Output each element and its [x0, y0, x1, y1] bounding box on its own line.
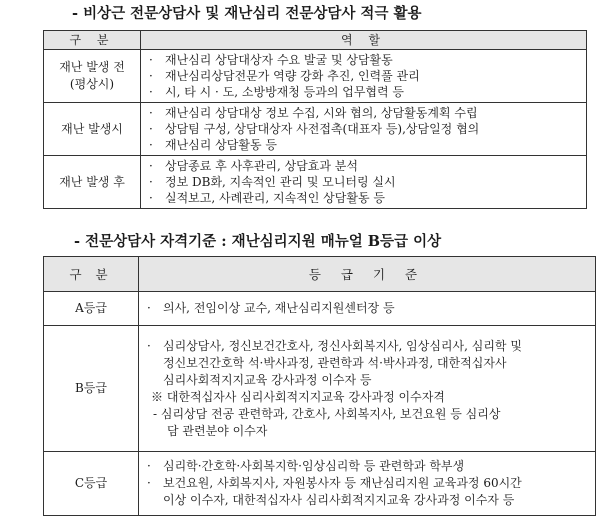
- list-item: · 재난심리상담전문가 역량 강화 추진, 인력풀 관리: [149, 69, 420, 83]
- table-row: [44, 103, 587, 156]
- category-label: 재난 발생시: [61, 121, 123, 136]
- header-criteria: 등 급 기 준: [139, 257, 596, 292]
- role-cell: [141, 103, 587, 156]
- category-cell: [44, 50, 141, 103]
- list-item-continued: 심리사회적지지교육 강사과정 이수자 등: [163, 372, 372, 387]
- grade-table: [43, 256, 596, 516]
- category-label: 재난 발생 후: [59, 174, 125, 189]
- list-item: · 정보 DB화, 지속적인 관리 및 모니터링 실시: [149, 175, 396, 189]
- table-row: [44, 292, 596, 326]
- grade-table-header: [44, 257, 596, 292]
- role-cell: [141, 50, 587, 103]
- list-item: · 상담팀 구성, 상담대상자 사전접촉(대표자 등),상담일정 협의: [149, 122, 480, 136]
- list-item: · 심리학·간호학·사회복지학·임상심리학 등 관련학과 학부생: [147, 459, 465, 473]
- grade-b-criteria: [139, 326, 596, 452]
- grade-a-label: A등급: [44, 292, 139, 326]
- table-row: [44, 326, 596, 452]
- grade-a-criteria: [139, 292, 596, 326]
- list-item: · 상담종료 후 사후관리, 상담효과 분석: [149, 159, 358, 173]
- note-sub-line: - 심리상담 전공 관련학과, 간호사, 사회복지사, 보건요원 등 심리상: [153, 406, 501, 421]
- list-item: · 시, 타 시 · 도, 소방방재청 등과의 업무협력 등: [149, 85, 405, 99]
- list-item: · 의사, 전임이상 교수, 재난심리지원센터장 등: [147, 301, 395, 315]
- list-item: · 재난심리 상담대상자 수요 발굴 및 상담활동: [149, 53, 393, 67]
- header-category: 구 분: [44, 31, 141, 50]
- role-table-header: [44, 31, 587, 50]
- list-item: · 보건요원, 사회복지사, 자원봉사자 등 재난심리지원 교육과정 60시간: [147, 476, 522, 490]
- list-item-continued: 정신보건간호학 석·박사과정, 관련학과 석·박사과정, 대한적십자사: [163, 355, 507, 370]
- grade-b-label: B등급: [44, 326, 139, 452]
- table-row: [44, 452, 596, 516]
- section1-heading: - 비상근 전문상담사 및 재난심리 전문상담사 적극 활용: [72, 5, 422, 22]
- category-cell: [44, 156, 141, 209]
- category-cell: [44, 103, 141, 156]
- note-line: ※ 대한적십자사 심리사회적지지교육 강사과정 이수자격: [151, 389, 445, 404]
- note-sub-line-continued: 담 관련분야 이수자: [167, 423, 268, 438]
- list-item: · 실적보고, 사례관리, 지속적인 상담활동 등: [149, 191, 385, 205]
- category-sublabel: (평상시): [69, 77, 115, 91]
- list-item: · 재난심리 상담대상 정보 수집, 시와 협의, 상담활동계획 수립: [149, 106, 478, 120]
- table-row: [44, 50, 587, 103]
- grade-c-label: C등급: [44, 452, 139, 516]
- role-cell: [141, 156, 587, 209]
- category-label: 재난 발생 전: [59, 60, 125, 74]
- header-category: 구 분: [44, 257, 139, 292]
- section2-heading: - 전문상담사 자격기준 : 재난심리지원 매뉴얼 B등급 이상: [74, 233, 442, 250]
- role-table: [43, 30, 587, 209]
- grade-c-criteria: [139, 452, 596, 516]
- list-item: · 심리상담사, 정신보건간호사, 정신사회복지사, 임상심리사, 심리학 및: [147, 338, 522, 353]
- list-item: · 재난심리 상담활동 등: [149, 138, 277, 152]
- table-row: [44, 156, 587, 209]
- list-item-continued: 이상 이수자, 대한적십자사 심리사회적지지교육 강사과정 이수자 등: [163, 493, 515, 507]
- header-role: 역 할: [141, 31, 587, 50]
